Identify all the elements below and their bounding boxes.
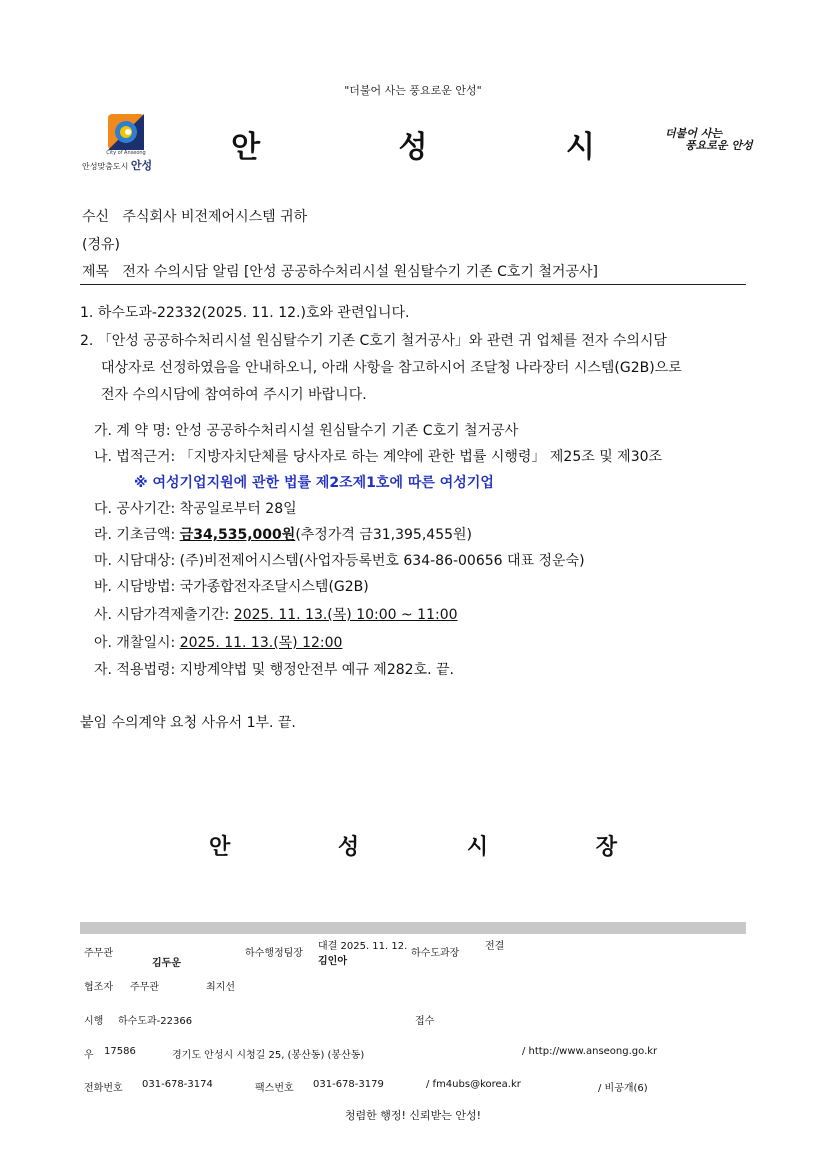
exec-label: 시행 bbox=[84, 1016, 104, 1027]
phone-number: 031-678-3174 bbox=[142, 1079, 213, 1090]
footer-motto: 청렴한 행정! 신뢰받는 안성! bbox=[344, 1109, 482, 1122]
recipient-value: 주식회사 비전제어시스템 귀하 bbox=[122, 209, 308, 225]
submission-date: 2025. 11. 13.(목) 10:00 ~ 11:00 bbox=[233, 607, 458, 623]
attachment-line: 붙임 수의계약 요청 사유서 1부. 끝. bbox=[80, 715, 296, 731]
right-slogan bbox=[665, 128, 753, 152]
reviewer-role: 하수행정팀장 bbox=[245, 948, 303, 959]
women-enterprise-note: ※ 여성기업지원에 관한 법률 제2조제1호에 따른 여성기업 bbox=[134, 475, 494, 491]
submission-label: 사. 시담가격제출기간: bbox=[94, 607, 234, 623]
phone-label: 전화번호 bbox=[84, 1083, 123, 1094]
address: 경기도 안성시 시청길 25, (봉산동) (봉산동) bbox=[172, 1050, 365, 1061]
recipient-label: 수신 bbox=[82, 209, 110, 225]
right-slogan-line2: 풍요로운 안성 bbox=[685, 139, 753, 152]
paragraph-2-line-3: 전자 수의시담에 참여하여 주시기 바랍니다. bbox=[101, 387, 367, 403]
item-base-amount bbox=[94, 524, 472, 544]
logo-english-text: City of Anseong bbox=[106, 150, 146, 156]
coop-role: 주무관 bbox=[130, 982, 159, 993]
final-approval-label: 전결 bbox=[485, 941, 505, 952]
opening-date: 2025. 11. 13.(목) 12:00 bbox=[179, 635, 343, 651]
fax-label: 팩스번호 bbox=[255, 1083, 294, 1094]
top-slogan: "더불어 사는 풍요로운 안성" bbox=[344, 84, 482, 97]
item-submission-period bbox=[94, 604, 458, 624]
fax-number: 031-678-3179 bbox=[313, 1079, 384, 1090]
reviewer-name: 김인아 bbox=[318, 956, 347, 967]
logo-city-name: 안성 bbox=[130, 159, 153, 172]
signature-title: 안 성 시 장 bbox=[209, 835, 667, 860]
email-link[interactable]: / fm4ubs@korea.kr bbox=[426, 1079, 521, 1090]
via-line: (경유) bbox=[82, 237, 120, 253]
subject-line bbox=[82, 261, 598, 281]
drafter-role: 주무관 bbox=[84, 948, 113, 959]
subject-label: 제목 bbox=[82, 264, 110, 280]
coop-label: 협조자 bbox=[84, 982, 113, 993]
footer-bar bbox=[80, 922, 746, 934]
item-method: 바. 시담방법: 국가종합전자조달시스템(G2B) bbox=[94, 579, 369, 595]
item-target: 마. 시담대상: (주)비전제어시스템(사업자등록번호 634-86-00656 대표 정운숙) bbox=[94, 553, 585, 569]
base-amount-label: 라. 기초금액: bbox=[94, 527, 180, 543]
paragraph-2-line-1: 2. 「안성 공공하수처리시설 원심탈수기 기존 C호기 철거공사」와 관련 귀 업체를 전자 수의시담 bbox=[80, 333, 667, 349]
disclosure-status: / 비공개(6) bbox=[598, 1083, 648, 1094]
header-divider bbox=[80, 284, 746, 285]
zip-label: 우 bbox=[84, 1050, 94, 1061]
director-role: 하수도과장 bbox=[411, 948, 460, 959]
item-contract-name: 가. 계 약 명: 안성 공공하수처리시설 원심탈수기 기존 C호기 철거공사 bbox=[94, 423, 519, 439]
subject-value: 전자 수의시담 알림 [안성 공공하수처리시설 원심탈수기 기존 C호기 철거공사] bbox=[122, 264, 598, 280]
receipt-label: 접수 bbox=[415, 1016, 435, 1027]
item-applicable-law: 자. 적용법령: 지방계약법 및 행정안전부 예규 제282호. 끝. bbox=[94, 662, 454, 678]
homepage-link[interactable]: / http://www.anseong.go.kr bbox=[522, 1046, 658, 1057]
recipient-line bbox=[82, 206, 307, 226]
zip-code: 17586 bbox=[104, 1046, 136, 1057]
paragraph-1: 1. 하수도과-22332(2025. 11. 12.)호와 관련입니다. bbox=[80, 305, 410, 321]
opening-label: 아. 개찰일시: bbox=[94, 635, 180, 651]
logo-small-text: 안성맞춤도시 bbox=[82, 162, 129, 171]
item-opening-date bbox=[94, 632, 342, 652]
right-slogan-line1: 더불어 사는 bbox=[665, 127, 722, 140]
coop-name: 최지선 bbox=[206, 982, 235, 993]
drafter-name: 김두운 bbox=[152, 958, 181, 969]
org-title: 안 성 시 bbox=[231, 130, 659, 165]
item-period: 다. 공사기간: 착공일로부터 28일 bbox=[94, 501, 297, 517]
exec-number: 하수도과-22366 bbox=[118, 1016, 193, 1027]
estimated-price: (추정가격 금31,395,455원) bbox=[295, 527, 472, 543]
base-amount-value: 금34,535,000원 bbox=[179, 527, 296, 543]
paragraph-2-line-2: 대상자로 선정하였음을 안내하오니, 아래 사항을 참고하시어 조달청 나라장터 시스템(G2B)으로 bbox=[101, 360, 682, 376]
item-legal-basis: 나. 법적근거: 「지방자치단체를 당사자로 하는 계약에 관한 법률 시행령」 제25조 및 제30조 bbox=[94, 449, 663, 465]
reviewer-date: 대결 2025. 11. 12. bbox=[318, 941, 408, 952]
